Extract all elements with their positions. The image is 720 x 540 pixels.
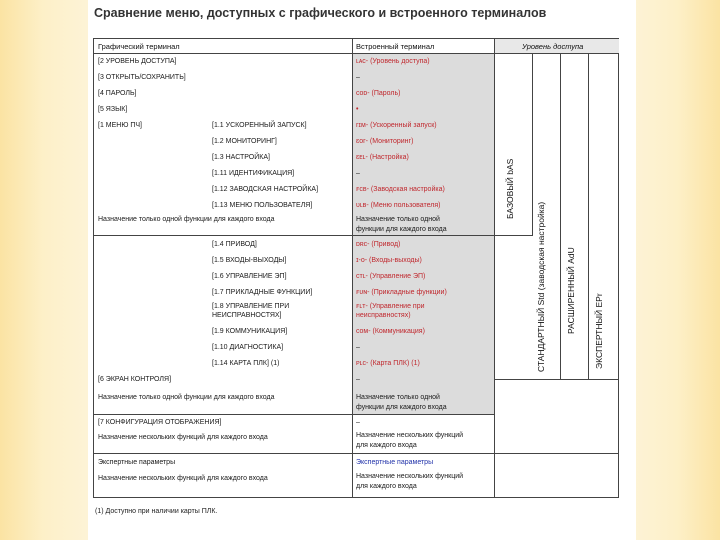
menu-item: [1 МЕНЮ ПЧ] bbox=[98, 122, 142, 129]
menu-item: [4 ПАРОЛЬ] bbox=[98, 90, 137, 97]
builtin-item: – bbox=[356, 74, 360, 81]
builtin-item: ᴜʟʙ- (Меню пользователя) bbox=[356, 202, 441, 209]
builtin-item: ʟᴀᴄ- (Уровень доступа) bbox=[356, 58, 430, 65]
note-single-function: Назначение только одной функции для каждого входа bbox=[98, 216, 275, 223]
menu-item: [5 ЯЗЫК] bbox=[98, 106, 128, 113]
menu-item: [7 КОНФИГУРАЦИЯ ОТОБРАЖЕНИЯ] bbox=[98, 419, 222, 426]
builtin-item: ɪ-ᴏ- (Входы-выходы) bbox=[356, 257, 422, 264]
header-access-level: Уровень доступа bbox=[522, 42, 584, 51]
builtin-item: ᴦɪᴍ- (Ускоренный запуск) bbox=[356, 122, 437, 129]
comparison-table bbox=[93, 38, 619, 498]
note-single-function-builtin-2: функции для каждого входа bbox=[356, 226, 447, 233]
access-level-advanced: РАСШИРЕННЫЙ AdU bbox=[566, 247, 576, 334]
header-graphic-terminal: Графический терминал bbox=[98, 42, 180, 51]
submenu-item: [1.14 КАРТА ПЛК] (1) bbox=[212, 360, 280, 367]
note-multi-function-builtin-1: Назначение нескольких функций bbox=[356, 432, 464, 439]
builtin-item: ɛᴇʟ- (Настройка) bbox=[356, 154, 409, 161]
submenu-item: [1.2 МОНИТОРИНГ] bbox=[212, 138, 277, 145]
note-single-function: Назначение только одной функции для каждого входа bbox=[98, 394, 275, 401]
builtin-item: – bbox=[356, 344, 360, 351]
submenu-item: [1.4 ПРИВОД] bbox=[212, 241, 257, 248]
expert-params: Экспертные параметры bbox=[98, 459, 176, 466]
menu-item: [6 ЭКРАН КОНТРОЛЯ] bbox=[98, 376, 172, 383]
note-multi-function-builtin-1: Назначение нескольких функций bbox=[356, 473, 464, 480]
access-level-expert: ЭКСПЕРТНЫЙ EPr bbox=[594, 293, 604, 369]
builtin-item: ᴅʀᴄ- (Привод) bbox=[356, 241, 401, 248]
builtin-item: ꜰʟᴛ- (Управление при bbox=[356, 303, 425, 310]
builtin-item: ɛᴏᴦ- (Мониторинг) bbox=[356, 138, 414, 145]
note-multi-function-builtin-2: для каждого входа bbox=[356, 442, 417, 449]
expert-params-builtin: Экспертные параметры bbox=[356, 459, 434, 466]
submenu-item: [1.1 УСКОРЕННЫЙ ЗАПУСК] bbox=[212, 122, 307, 129]
submenu-item: [1.10 ДИАГНОСТИКА] bbox=[212, 344, 284, 351]
submenu-item: [1.12 ЗАВОДСКАЯ НАСТРОЙКА] bbox=[212, 186, 319, 193]
submenu-item: [1.13 МЕНЮ ПОЛЬЗОВАТЕЛЯ] bbox=[212, 202, 313, 209]
submenu-item: [1.6 УПРАВЛЕНИЕ ЭП] bbox=[212, 273, 287, 280]
note-single-function-builtin-1: Назначение только одной bbox=[356, 394, 440, 401]
note-multi-function: Назначение нескольких функций для каждого входа bbox=[98, 475, 268, 482]
builtin-item: ᴄᴛʟ- (Управление ЭП) bbox=[356, 273, 426, 280]
builtin-item: ᴘʟᴄ- (Карта ПЛК) (1) bbox=[356, 360, 420, 367]
submenu-item: [1.7 ПРИКЛАДНЫЕ ФУНКЦИИ] bbox=[212, 289, 313, 296]
builtin-item: – bbox=[356, 170, 360, 177]
menu-item: [2 УРОВЕНЬ ДОСТУПА] bbox=[98, 58, 177, 65]
submenu-item: НЕИСПРАВНОСТЯХ] bbox=[212, 312, 282, 319]
builtin-item: – bbox=[356, 419, 360, 426]
builtin-item: ꜰᴜɴ- (Прикладные функции) bbox=[356, 289, 447, 296]
document-page bbox=[88, 0, 636, 540]
submenu-item: [1.3 НАСТРОЙКА] bbox=[212, 154, 270, 161]
page-title: Сравнение меню, доступных с графического и встроенного терминалов bbox=[94, 6, 547, 20]
submenu-item: [1.8 УПРАВЛЕНИЕ ПРИ bbox=[212, 303, 290, 310]
builtin-item: – bbox=[356, 376, 360, 383]
builtin-item: • bbox=[356, 106, 359, 113]
menu-item: [3 ОТКРЫТЬ/СОХРАНИТЬ] bbox=[98, 74, 186, 81]
builtin-item: ᴄᴏᴅ- (Пароль) bbox=[356, 90, 401, 97]
submenu-item: [1.5 ВХОДЫ-ВЫХОДЫ] bbox=[212, 257, 287, 264]
note-multi-function: Назначение нескольких функций для каждого входа bbox=[98, 434, 268, 441]
builtin-item: ꜰᴄʙ- (Заводская настройка) bbox=[356, 186, 445, 193]
note-multi-function-builtin-2: для каждого входа bbox=[356, 483, 417, 490]
header-builtin-terminal: Встроенный терминал bbox=[356, 42, 435, 51]
access-level-standard: СТАНДАРТНЫЙ Std (заводская настройка) bbox=[536, 201, 546, 372]
submenu-item: [1.9 КОММУНИКАЦИЯ] bbox=[212, 328, 288, 335]
access-level-basic: БАЗОВЫЙ bAS bbox=[505, 158, 515, 219]
note-single-function-builtin-2: функции для каждого входа bbox=[356, 404, 447, 411]
builtin-item: неисправностях) bbox=[356, 312, 411, 319]
footnote: (1) Доступно при наличии карты ПЛК. bbox=[95, 508, 218, 515]
builtin-item: ᴄᴏᴍ- (Коммуникация) bbox=[356, 328, 425, 335]
submenu-item: [1.11 ИДЕНТИФИКАЦИЯ] bbox=[212, 170, 295, 177]
note-single-function-builtin-1: Назначение только одной bbox=[356, 216, 440, 223]
